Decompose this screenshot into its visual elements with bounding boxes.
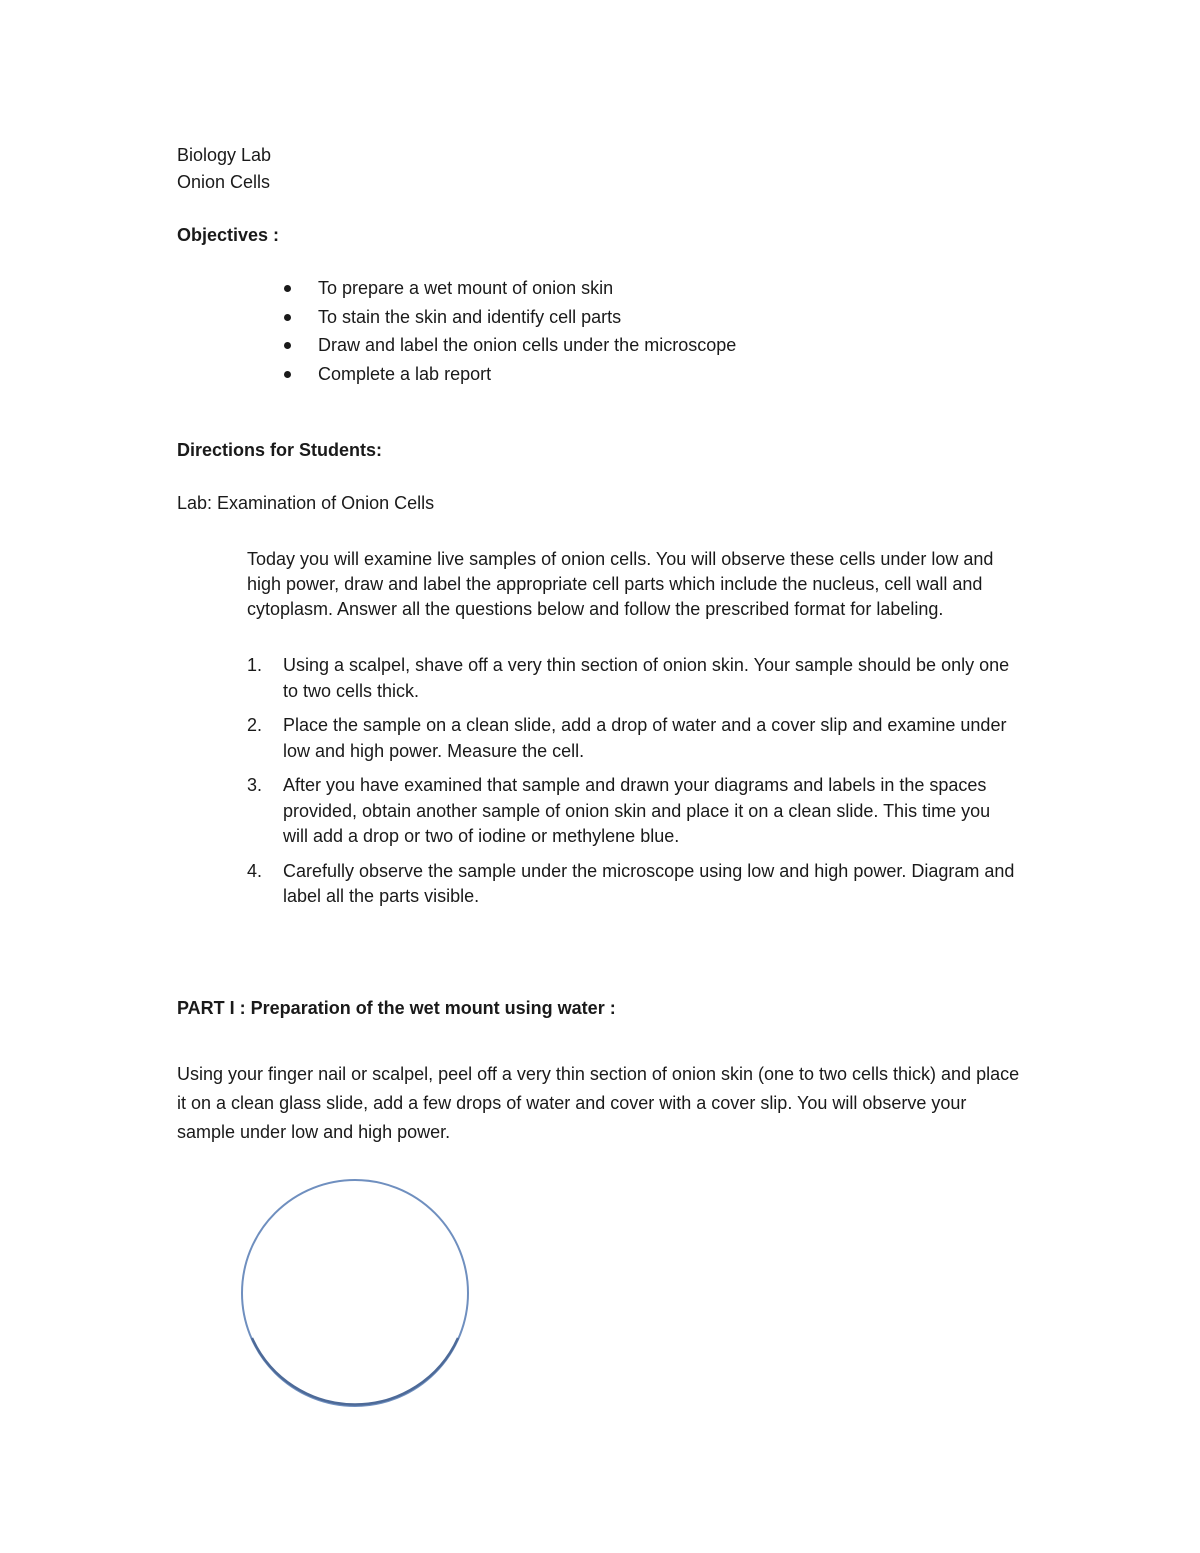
- step-number: 1.: [247, 655, 263, 675]
- microscope-field-circle: [240, 1178, 470, 1410]
- bullet-icon: [284, 314, 291, 321]
- step-item: [247, 773, 1017, 850]
- step-text: After you have examined that sample and drawn your diagrams and labels in the spaces provided, obtain another sample of onion skin and place it on a clean slide. This time you will add a drop or two of iodine or methylene blue.: [283, 775, 991, 846]
- bullet-icon: [284, 371, 291, 378]
- step-item: [247, 653, 1017, 704]
- step-number: 4.: [247, 860, 263, 881]
- intro-paragraph: Today you will examine live samples of onion cells. You will observe these cells under low and high power, draw and label the appropriate cell parts which include the nucleus, cell wall and cytoplasm. Answer all the questions below and follow the prescribed format for labeling.: [247, 549, 994, 619]
- bullet-icon: [284, 285, 291, 292]
- step-text: Place the sample on a clean slide, add a drop of water and a cover slip and examine under low and high power. Measure the cell.: [283, 715, 1007, 761]
- step-number: 2.: [247, 715, 263, 735]
- objective-item: [282, 333, 736, 362]
- objective-item: [282, 305, 736, 334]
- steps-list: [247, 653, 1017, 919]
- step-number: 3.: [247, 775, 263, 795]
- lab-title: Lab: Examination of Onion Cells: [177, 493, 435, 513]
- directions-heading: Directions for Students:: [177, 440, 383, 460]
- objective-item: [282, 362, 736, 391]
- objective-item: [282, 276, 736, 305]
- document-title: Biology Lab: [177, 145, 272, 165]
- objective-text: Complete a lab report: [318, 363, 492, 384]
- objectives-heading: Objectives :: [177, 225, 280, 245]
- bullet-icon: [284, 342, 291, 349]
- step-item: [247, 859, 1017, 910]
- step-text: Using a scalpel, shave off a very thin section of onion skin. Your sample should be only one to two cells thick.: [283, 655, 1010, 701]
- objective-text: Draw and label the onion cells under the microscope: [318, 335, 737, 355]
- objective-text: To prepare a wet mount of onion skin: [318, 278, 614, 298]
- step-item: [247, 713, 1017, 764]
- objectives-list: [282, 276, 736, 390]
- part1-paragraph: Using your finger nail or scalpel, peel off a very thin section of onion skin (one to two cells thick) and place it on a clean glass slide, add a few drops of water and cover with a cover slip. You will observe your sample under low and high power.: [177, 1064, 1020, 1142]
- part1-heading: PART I : Preparation of the wet mount using water :: [177, 998, 616, 1018]
- step-text: Carefully observe the sample under the microscope using low and high power. Diagram and label all the parts visible.: [283, 860, 1015, 906]
- document-subtitle: Onion Cells: [177, 172, 271, 192]
- objective-text: To stain the skin and identify cell parts: [318, 306, 622, 327]
